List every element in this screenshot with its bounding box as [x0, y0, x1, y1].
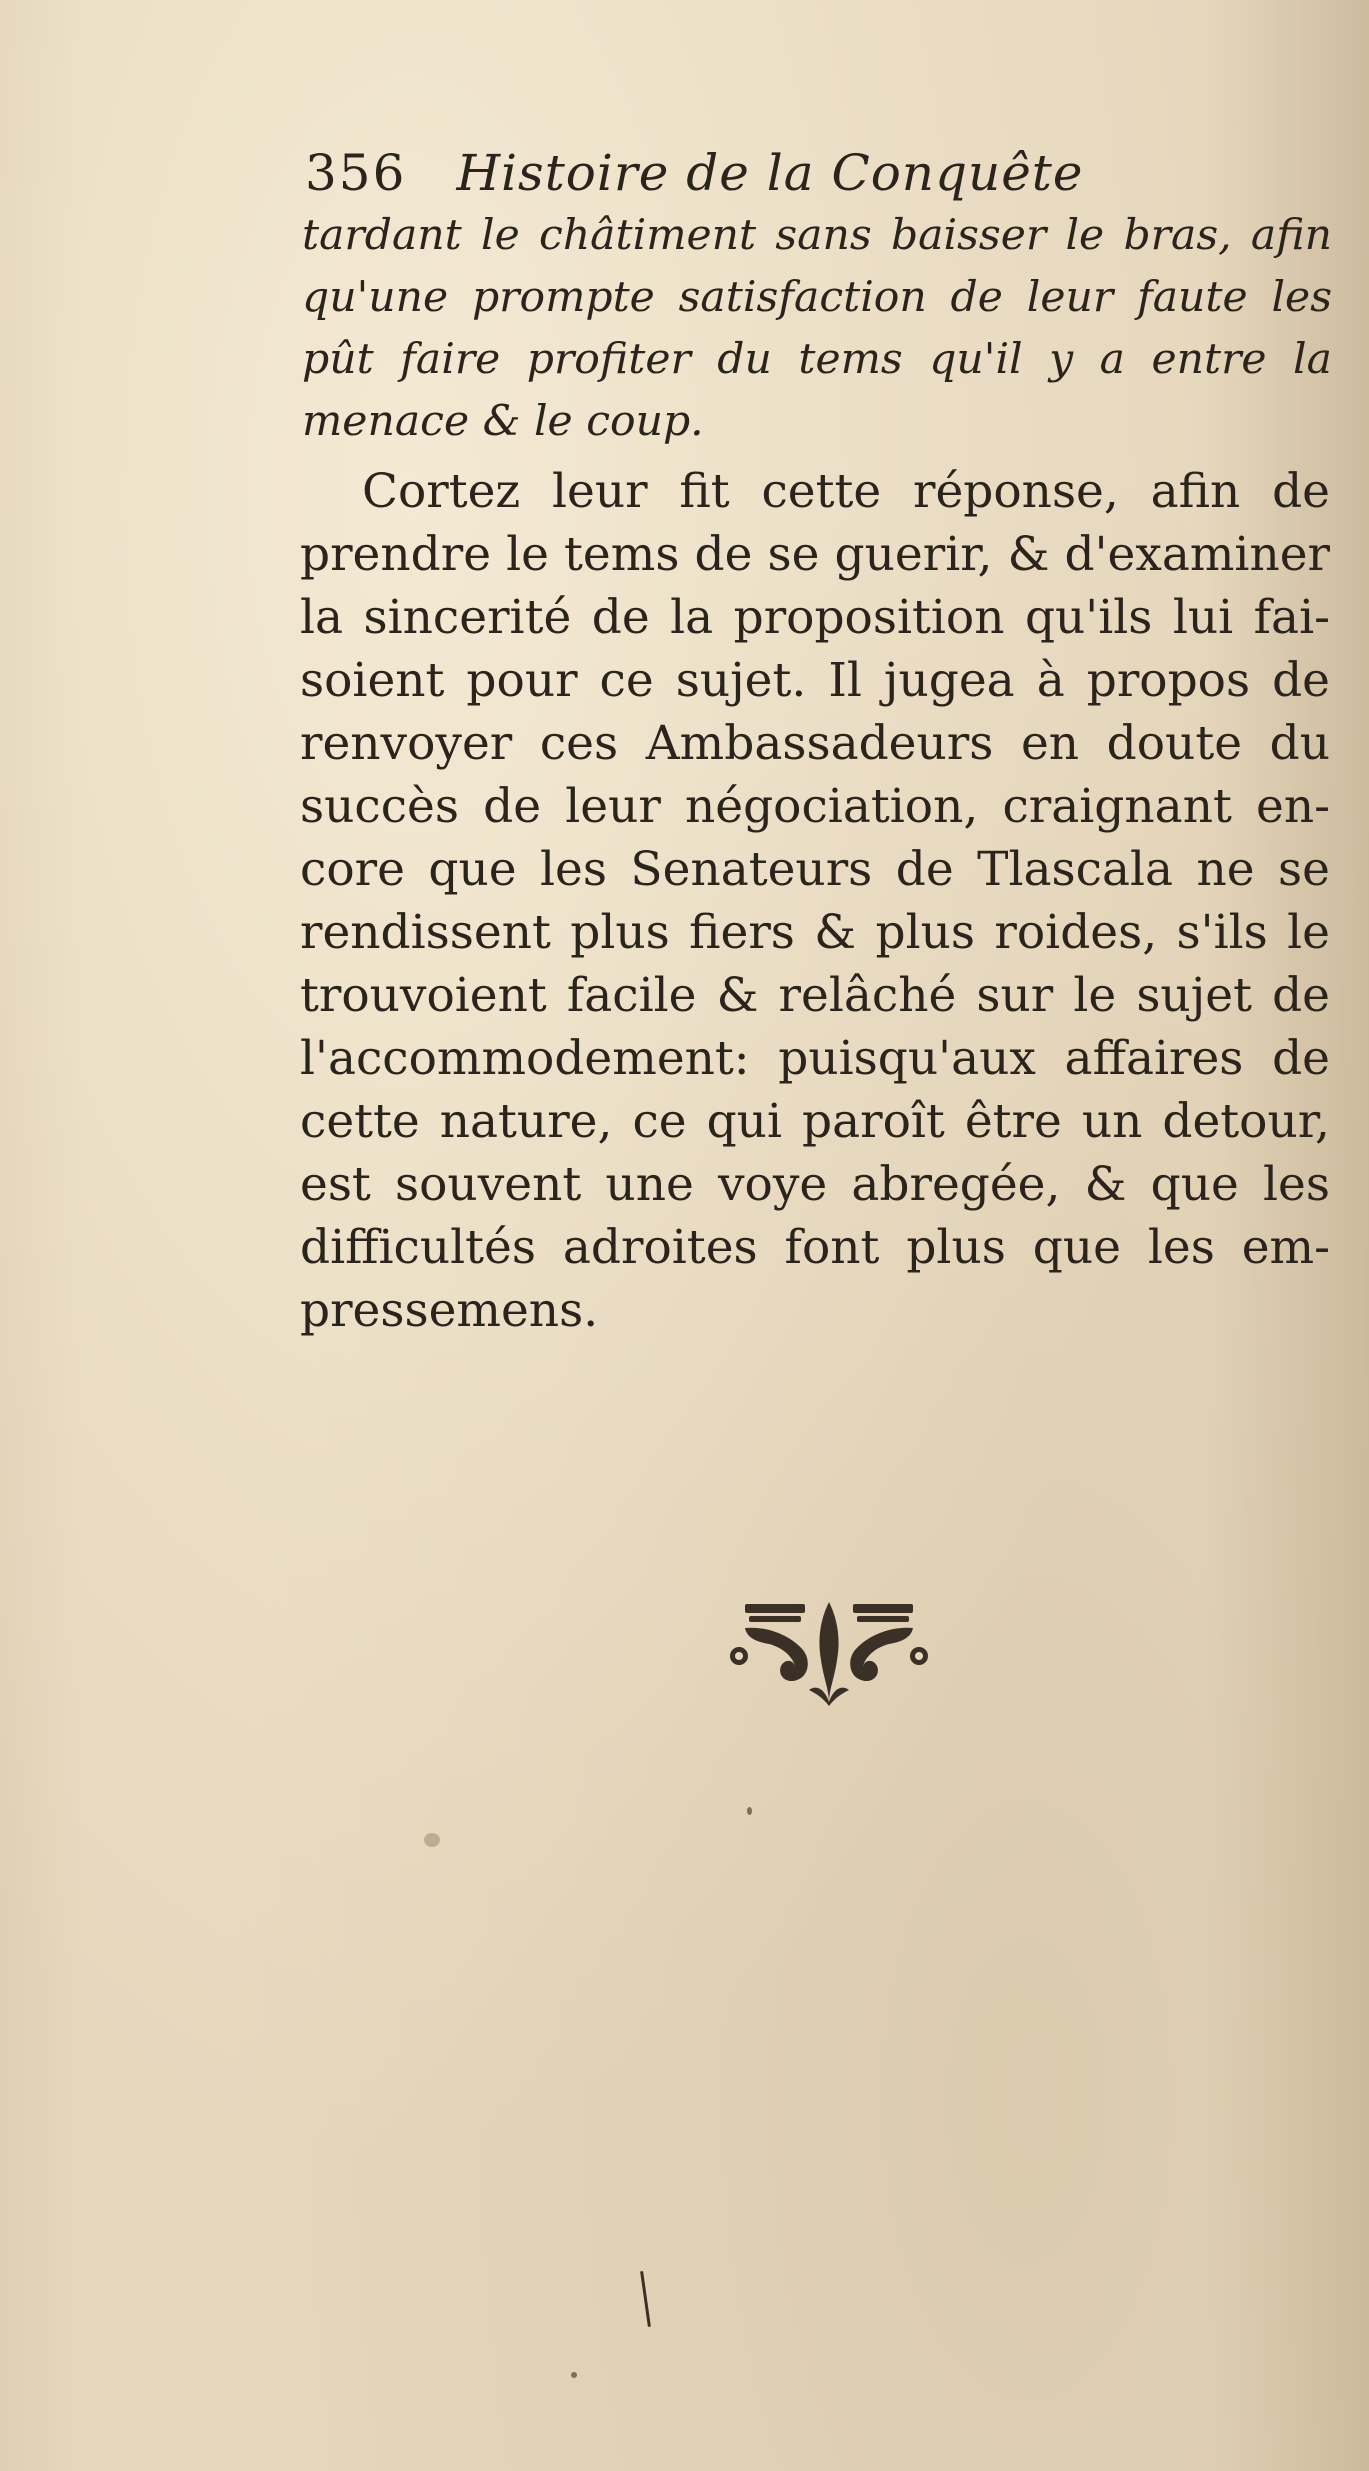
text-line: prendre le tems de se guerir, & d'examiner [300, 527, 1330, 582]
text-line: trouvoient facile & relâché sur le sujet de [300, 968, 1330, 1023]
text-line: menace & le coup. [302, 397, 704, 446]
running-title: Histoire de la Conquête [456, 144, 1084, 202]
text-line: l'accommodement: puisqu'aux affaires de [300, 1031, 1330, 1086]
ink-speck [424, 1833, 440, 1847]
page-number: 356 [305, 144, 407, 202]
text-line: cette nature, ce qui paroît être un detour, [300, 1094, 1330, 1149]
italic-paragraph [302, 205, 1332, 453]
text-line: rendissent plus fiers & plus roides, s'ils le [300, 905, 1330, 960]
text-line: pût faire profiter du tems qu'il y a entre la [302, 335, 1332, 384]
text-line: Cortez leur fit cette réponse, afin de [362, 464, 1330, 519]
text-line: core que les Senateurs de Tlascala ne se [300, 842, 1330, 897]
ink-speck [747, 1807, 752, 1815]
text-line: qu'une prompte satisfaction de leur faute les [302, 273, 1332, 322]
ink-speck [571, 2372, 577, 2378]
text-line: pressemens. [300, 1283, 599, 1338]
floral-tailpiece-icon [725, 1598, 933, 1708]
text-line: soient pour ce sujet. Il jugea à propos de [300, 653, 1330, 708]
text-line: est souvent une voye abregée, & que les [300, 1157, 1330, 1212]
text-line: difficultés adroites font plus que les em- [300, 1220, 1330, 1275]
stray-mark [640, 2271, 651, 2327]
body-paragraph [300, 460, 1330, 1342]
text-line: succès de leur négociation, craignant en- [300, 779, 1330, 834]
text-line: renvoyer ces Ambassadeurs en doute du [300, 716, 1330, 771]
text-line: la sincerité de la proposition qu'ils lui fai- [300, 590, 1330, 645]
text-line: tardant le châtiment sans baisser le bras, afin [302, 211, 1332, 260]
running-head [305, 138, 1325, 208]
